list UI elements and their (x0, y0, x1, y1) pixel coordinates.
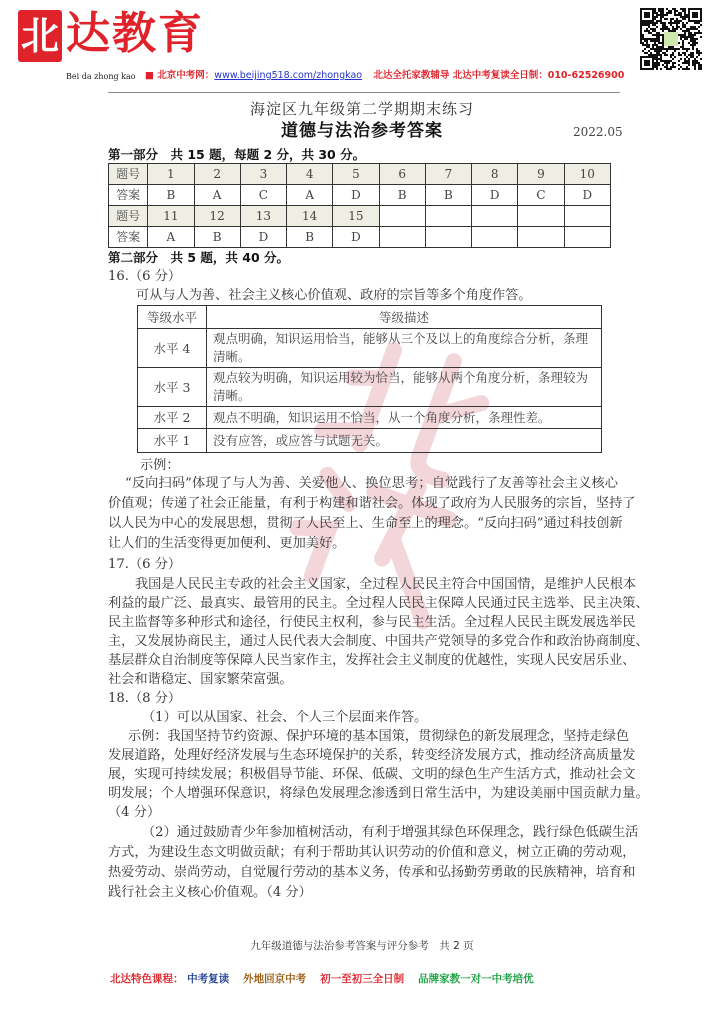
answer-cell: B (287, 227, 333, 248)
question-number-cell: 13 (240, 206, 286, 227)
paragraph-line: 基层群众自治制度等保障人民当家作主，发挥社会主义制度的优越性，实现人民安居乐业、 (108, 653, 636, 668)
page-footer: 九年级道德与法治参考答案与评分参考 共 2 页 (250, 940, 474, 952)
answer-cell: B (148, 185, 194, 206)
grading-level: 水平 2 (138, 407, 207, 429)
grading-level: 水平 3 (138, 368, 207, 407)
paragraph-line: 发展道路，处理好经济发展与生态环境保护的关系，转变经济发展方式，推动经济高质量发 (108, 748, 636, 763)
empty-cell (425, 227, 471, 248)
paragraph-line: 价值观；传递了社会正能量，有利于构建和谐社会。体现了政府为人民服务的宗旨，坚持了 (108, 496, 636, 511)
row-label-question: 题号 (109, 164, 148, 185)
logo-text: 达教育 (66, 8, 204, 59)
paragraph-line: 我国是人民民主专政的社会主义国家，全过程人民民主符合中国国情，是维护人民根本 (135, 577, 637, 592)
promo-item: 初一至初三全日制 (320, 973, 405, 985)
answer-cell: D (240, 227, 286, 248)
question-number-cell: 5 (333, 164, 379, 185)
grading-level: 水平 4 (138, 329, 207, 368)
answer-cell: D (564, 185, 610, 206)
paragraph-line: 利益的最广泛、最真实、最管用的民主。全过程人民民主保障人民通过民主选举、民主决策、 (108, 596, 649, 611)
empty-cell (518, 227, 564, 248)
paragraph-line: 社会和谐稳定、国家繁荣富强。 (108, 672, 293, 687)
answer-cell: C (518, 185, 564, 206)
question-number-row (109, 164, 611, 185)
logo-pinyin: Bei da zhong kao (66, 72, 136, 81)
question-number-row (109, 206, 611, 227)
paragraph-line: “反向扫码”体现了与人为善、关爱他人、换位思考；自觉践行了友善等社会主义核心 (125, 476, 618, 491)
header-contact-line (145, 70, 624, 82)
question-number-cell: 1 (148, 164, 194, 185)
question-number-cell: 9 (518, 164, 564, 185)
empty-cell (518, 206, 564, 227)
answer-cell: D (333, 227, 379, 248)
question-number-cell: 3 (240, 164, 286, 185)
empty-cell (379, 227, 425, 248)
logo-mark: 北 (18, 10, 62, 62)
promo-bar (110, 973, 548, 986)
promo-label: 北达特色课程： (110, 973, 184, 985)
promo-item: 中考复读 (187, 973, 230, 985)
answer-row (109, 185, 611, 206)
grading-desc: 观点较为明确，知识运用较为恰当，能够从两个角度分析，条理较为清晰。 (207, 368, 602, 407)
paragraph-line: 明发展；个人增强环保意识，将绿色发展理念渗透到日常生活中，为建设美丽中国贡献力量。 (108, 786, 649, 801)
row-label-answer: 答案 (109, 185, 148, 206)
answer-cell: B (425, 185, 471, 206)
question-number-cell: 2 (194, 164, 240, 185)
document-title: 海淀区九年级第二学期期末练习 (249, 100, 474, 118)
grading-table (137, 305, 602, 453)
paragraph-line: 践行社会主义核心价值观。（4 分） (108, 885, 312, 900)
question-number-cell: 10 (564, 164, 610, 185)
grading-desc: 观点明确，知识运用恰当，能够从三个及以上的角度综合分析，条理清晰。 (207, 329, 602, 368)
slogan: 北达全托家教辅导 北达中考复读全日制：010-62526900 (373, 70, 625, 81)
q16-example-label: 示例： (140, 458, 180, 473)
paragraph-line: 以人民为中心的发展思想，贯彻了人民至上、生命至上的理念。“反向扫码”通过科技创新 (108, 516, 623, 531)
document-subtitle: 道德与法治参考答案 (281, 121, 443, 141)
paragraph-line: （2）通过鼓励青少年参加植树活动，有利于增强其绿色环保理念，践行绿色低碳生活 (142, 825, 639, 840)
grading-header-level: 等级水平 (138, 306, 207, 329)
empty-cell (379, 206, 425, 227)
answer-cell: C (240, 185, 286, 206)
paragraph-line: 方式，为建设生态文明做贡献；有利于帮助其认识劳动的价值和意义，树立正确的劳动观， (108, 845, 636, 860)
header-divider (108, 92, 620, 93)
question-number-cell: 4 (287, 164, 333, 185)
paragraph-line: 示例：我国坚持节约资源、保护环境的基本国策，贯彻绿色的新发展理念，坚持走绿色 (128, 729, 630, 744)
question-number-cell: 7 (425, 164, 471, 185)
grading-level: 水平 1 (138, 429, 207, 453)
answer-cell: B (194, 227, 240, 248)
answer-cell: A (287, 185, 333, 206)
question-number-cell: 11 (148, 206, 194, 227)
document-date: 2022.05 (573, 125, 623, 139)
q18-part1-intro: （1）可以从国家、社会、个人三个层面来作答。 (142, 710, 428, 725)
answer-cell: B (379, 185, 425, 206)
empty-cell (425, 206, 471, 227)
answer-cell: A (194, 185, 240, 206)
question-number-cell: 6 (379, 164, 425, 185)
promo-item: 品牌家教一对一中考培优 (418, 973, 534, 985)
question-number-cell: 15 (333, 206, 379, 227)
qr-code-icon (640, 8, 702, 70)
answer-cell: D (333, 185, 379, 206)
answer-cell: A (148, 227, 194, 248)
grading-desc: 没有应答，或应答与试题无关。 (207, 429, 602, 453)
score-note: （4 分） (108, 805, 161, 820)
promo-item: 外地回京中考 (243, 973, 307, 985)
site-link[interactable]: www.beijing518.com/zhongkao (214, 70, 363, 81)
row-label-question: 题号 (109, 206, 148, 227)
q16-label: 16.（6 分） (108, 269, 182, 284)
q16-intro: 可从与人为善、社会主义核心价值观、政府的宗旨等多个角度作答。 (136, 288, 532, 303)
question-number-cell: 8 (472, 164, 518, 185)
answer-table (108, 163, 611, 248)
paragraph-line: 展，实现可持续发展；积极倡导节能、环保、低碳、文明的绿色生产生活方式，推动社会文 (108, 767, 636, 782)
paragraph-line: 热爱劳动、崇尚劳动，自觉履行劳动的基本义务，传承和弘扬勤劳勇敢的民族精神，培育和 (108, 865, 636, 880)
paragraph-line: 让人们的生活变得更加便利、更加美好。 (108, 536, 346, 551)
answer-cell: D (472, 185, 518, 206)
grading-desc: 观点不明确，知识运用不恰当，从一个角度分析，条理性差。 (207, 407, 602, 429)
paragraph-line: 主，又发展协商民主，通过人民代表大会制度、中国共产党领导的多党合作和政治协商制度、 (108, 634, 649, 649)
part2-heading: 第二部分 共 5 题，共 40 分。 (108, 250, 290, 265)
grading-header-desc: 等级描述 (207, 306, 602, 329)
paragraph-line: 民主监督等多种形式和途径，行使民主权利，参与民主生活。全过程人民民主既发展选举民 (108, 615, 636, 630)
empty-cell (472, 227, 518, 248)
question-number-cell: 12 (194, 206, 240, 227)
empty-cell (564, 227, 610, 248)
empty-cell (564, 206, 610, 227)
question-number-cell: 14 (287, 206, 333, 227)
empty-cell (472, 206, 518, 227)
site-label: ■ 北京中考网： (145, 70, 215, 81)
answer-row (109, 227, 611, 248)
q17-label: 17.（6 分） (108, 557, 182, 572)
row-label-answer: 答案 (109, 227, 148, 248)
q18-label: 18.（8 分） (108, 691, 182, 706)
part1-heading: 第一部分 共 15 题，每题 2 分，共 30 分。 (108, 147, 366, 162)
